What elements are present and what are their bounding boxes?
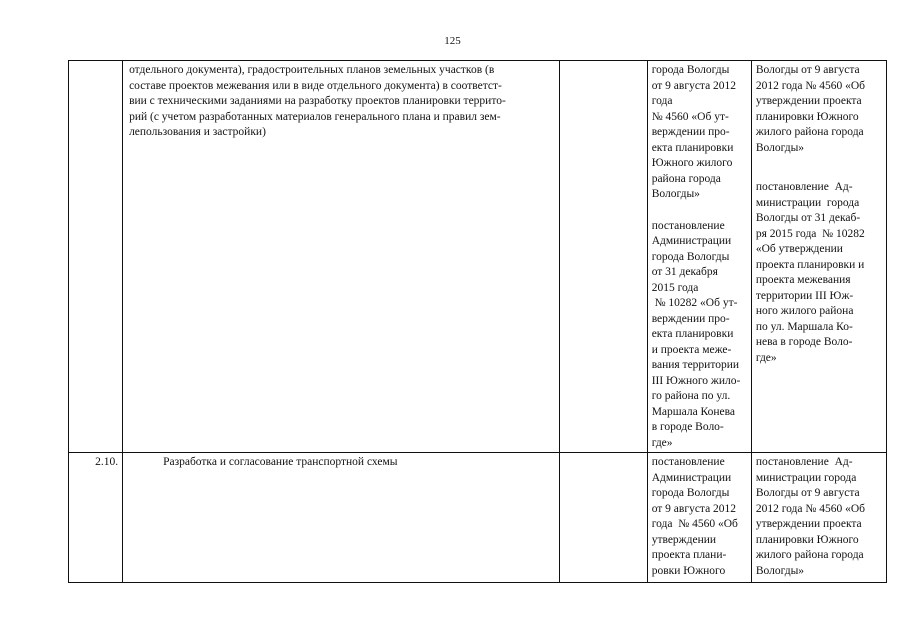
doc-line: 2012 года № 4560 «Об bbox=[755, 502, 865, 515]
doc-line: и проекта меже- bbox=[651, 343, 732, 356]
implementing-act-cell bbox=[751, 61, 886, 453]
doc-line: № 4560 «Об ут- bbox=[651, 110, 729, 123]
doc-line: вания территории bbox=[651, 359, 740, 372]
doc-line: проекта межевания bbox=[755, 274, 851, 287]
doc-line: Вологды» bbox=[755, 564, 805, 577]
doc-line: Вологды от 31 декаб- bbox=[755, 212, 861, 225]
table-row bbox=[69, 61, 887, 453]
doc-line: утверждении bbox=[651, 533, 717, 546]
doc-line: по ул. Маршала Ко- bbox=[755, 320, 853, 333]
document-table bbox=[68, 60, 887, 583]
description-line: Разработка и согласование транспортной схемы bbox=[163, 456, 398, 468]
doc-line: в городе Воло- bbox=[651, 421, 724, 434]
doc-line: района города bbox=[651, 172, 721, 185]
doc-line: планировки Южного bbox=[755, 110, 859, 123]
row-number-cell bbox=[69, 61, 123, 453]
doc-line: Вологды от 9 августа bbox=[755, 487, 860, 500]
doc-line: Южного жилого bbox=[651, 157, 733, 170]
doc-line: от 31 декабря bbox=[651, 266, 718, 279]
doc-line: Вологды от 9 августа bbox=[755, 64, 860, 76]
doc-line: ного жилого района bbox=[755, 305, 854, 318]
doc-line: го района по ул. bbox=[651, 390, 731, 403]
doc-line: екта планировки bbox=[651, 328, 734, 341]
doc-line: «Об утверждении bbox=[755, 243, 843, 256]
implementing-act-cell bbox=[751, 453, 886, 583]
doc-line: III Южного жило- bbox=[651, 374, 741, 387]
doc-line: постановление Ад- bbox=[755, 456, 853, 468]
doc-line: года № 4560 «Об bbox=[651, 518, 738, 531]
doc-line: 2012 года № 4560 «Об bbox=[755, 79, 865, 92]
description-line: вии с техническими заданиями на разработку проектов планировки террито- bbox=[129, 95, 506, 108]
doc-line: постановление Ад- bbox=[755, 181, 853, 194]
description-line: лепользования и застройки) bbox=[129, 126, 266, 139]
doc-line: ровки Южного bbox=[651, 564, 726, 577]
doc-line: утверждении проекта bbox=[755, 518, 862, 531]
doc-line: проекта планировки и bbox=[755, 258, 865, 271]
doc-line: территории III Юж- bbox=[755, 289, 854, 302]
legal-basis-cell bbox=[647, 61, 751, 453]
paragraph-gap bbox=[652, 203, 748, 219]
doc-line: от 9 августа 2012 bbox=[651, 502, 737, 515]
doc-line: екта планировки bbox=[651, 141, 734, 154]
measure-description-cell bbox=[123, 61, 560, 453]
doc-line: постановление bbox=[651, 219, 725, 232]
doc-line: Вологды» bbox=[651, 188, 700, 201]
doc-line: Администрации bbox=[651, 471, 732, 484]
table-row bbox=[69, 453, 887, 583]
doc-line: города Вологды bbox=[651, 487, 730, 500]
doc-line: верждении про- bbox=[651, 126, 730, 139]
paragraph-gap bbox=[756, 156, 883, 180]
doc-line: где» bbox=[755, 351, 777, 364]
description-line: рий (с учетом разработанных материалов генерального плана и правил зем- bbox=[129, 110, 501, 123]
doc-line: ря 2015 года № 10282 bbox=[755, 227, 865, 240]
empty-cell bbox=[559, 61, 647, 453]
doc-line: жилого района города bbox=[755, 549, 864, 562]
doc-line: министрации города bbox=[755, 196, 860, 209]
doc-line: жилого района города bbox=[755, 126, 864, 139]
doc-line: № 10282 «Об ут- bbox=[651, 297, 738, 310]
description-line: составе проектов межевания или в виде отдельного документа) в соответст- bbox=[129, 79, 502, 92]
doc-line: утверждении проекта bbox=[755, 95, 862, 108]
doc-line: 2015 года bbox=[651, 281, 699, 294]
page-number: 125 bbox=[444, 35, 461, 47]
doc-line: Маршала Конева bbox=[651, 405, 736, 418]
doc-line: где» bbox=[651, 436, 673, 449]
doc-line: Вологды» bbox=[755, 141, 805, 154]
description-line: отдельного документа), градостроительных планов земельных участков (в bbox=[129, 64, 495, 76]
doc-line: планировки Южного bbox=[755, 533, 859, 546]
empty-cell bbox=[559, 453, 647, 583]
legal-basis-cell bbox=[647, 453, 751, 583]
doc-line: Администрации bbox=[651, 235, 732, 248]
doc-line: министрации города bbox=[755, 471, 857, 484]
doc-line: постановление bbox=[651, 456, 725, 468]
doc-line: города Вологды bbox=[651, 64, 730, 76]
row-number-cell: 2.10. bbox=[69, 453, 123, 583]
doc-line: года bbox=[651, 95, 673, 108]
doc-line: верждении про- bbox=[651, 312, 730, 325]
doc-line: нева в городе Воло- bbox=[755, 336, 853, 349]
doc-line: проекта плани- bbox=[651, 549, 727, 562]
measure-description-cell bbox=[123, 453, 560, 583]
doc-line: города Вологды bbox=[651, 250, 730, 263]
doc-line: от 9 августа 2012 bbox=[651, 79, 737, 92]
